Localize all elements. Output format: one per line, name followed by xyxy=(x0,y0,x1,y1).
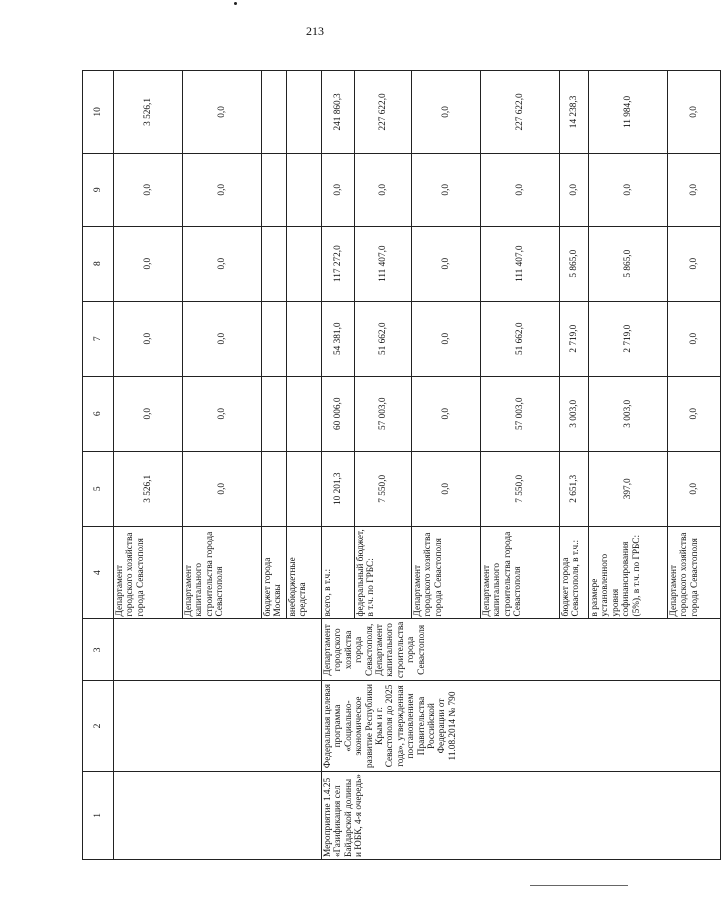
rotated-table-container xyxy=(82,70,700,860)
col-header: 7 xyxy=(83,301,114,376)
funding-source: всего, в т.ч.: xyxy=(322,526,355,619)
value-cell: 0,0 xyxy=(114,153,183,226)
funding-source: Департамент капитального строительства города Севастополя xyxy=(183,526,262,619)
value-cell: 3 003,0 xyxy=(560,376,589,451)
measure-title: Мероприятие 1.4.25 «Газификация сел Байдарской долины и ЮБК, 4-я очередь» xyxy=(322,771,721,859)
value-cell: 3 003,0 xyxy=(589,376,668,451)
value-cell: 111 407,0 xyxy=(355,226,412,301)
responsible-executors: Департамент городского хозяйства города Севастополя, Департамент капитального строительства города Севастополя xyxy=(322,619,721,681)
value-cell: 5 865,0 xyxy=(589,226,668,301)
value-cell: 0,0 xyxy=(668,71,721,154)
empty-cell xyxy=(114,681,322,771)
value-cell xyxy=(287,226,322,301)
value-cell: 14 238,3 xyxy=(560,71,589,154)
value-cell: 0,0 xyxy=(183,71,262,154)
value-cell: 0,0 xyxy=(183,153,262,226)
value-cell: 0,0 xyxy=(668,451,721,526)
value-cell: 0,0 xyxy=(114,226,183,301)
value-cell: 0,0 xyxy=(412,226,481,301)
funding-source: бюджет города Москвы xyxy=(262,526,287,619)
value-cell: 2 719,0 xyxy=(589,301,668,376)
value-cell: 0,0 xyxy=(589,153,668,226)
scan-speck xyxy=(234,2,237,5)
value-cell: 3 526,1 xyxy=(114,451,183,526)
value-cell: 54 381,0 xyxy=(322,301,355,376)
value-cell xyxy=(262,301,287,376)
value-cell: 0,0 xyxy=(412,71,481,154)
empty-cell xyxy=(114,771,322,859)
value-cell: 11 984,0 xyxy=(589,71,668,154)
value-cell: 0,0 xyxy=(412,153,481,226)
financing-table xyxy=(82,70,721,860)
value-cell: 2 719,0 xyxy=(560,301,589,376)
value-cell: 7 550,0 xyxy=(355,451,412,526)
footer-rule xyxy=(530,885,628,886)
col-header: 2 xyxy=(83,681,114,771)
col-header: 3 xyxy=(83,619,114,681)
value-cell: 0,0 xyxy=(114,376,183,451)
value-cell: 0,0 xyxy=(183,451,262,526)
value-cell: 51 662,0 xyxy=(481,301,560,376)
col-header: 4 xyxy=(83,526,114,619)
funding-source: Департамент городского хозяйства города Севастополя xyxy=(668,526,721,619)
value-cell: 0,0 xyxy=(412,451,481,526)
value-cell xyxy=(262,153,287,226)
funding-source: в размере установленного уровня софинансирования (5%), в т.ч. по ГРБС: xyxy=(589,526,668,619)
value-cell: 0,0 xyxy=(412,376,481,451)
page-number: 213 xyxy=(306,24,324,38)
value-cell: 227 622,0 xyxy=(355,71,412,154)
value-cell: 0,0 xyxy=(183,376,262,451)
value-cell xyxy=(287,301,322,376)
table-row xyxy=(114,71,183,860)
value-cell: 0,0 xyxy=(668,226,721,301)
empty-cell xyxy=(114,619,322,681)
col-header: 8 xyxy=(83,226,114,301)
value-cell xyxy=(287,376,322,451)
value-cell: 0,0 xyxy=(668,153,721,226)
value-cell: 10 201,3 xyxy=(322,451,355,526)
funding-source: федеральный бюджет, в т.ч. по ГРБС: xyxy=(355,526,412,619)
value-cell: 241 860,3 xyxy=(322,71,355,154)
value-cell: 0,0 xyxy=(668,376,721,451)
value-cell: 5 865,0 xyxy=(560,226,589,301)
value-cell: 51 662,0 xyxy=(355,301,412,376)
col-header: 10 xyxy=(83,71,114,154)
funding-source: Департамент городского хозяйства города Севастополя xyxy=(114,526,183,619)
program-description: Федеральная целевая программа «Социально-экономическое развитие Республики Крым и г. Севастополя до 2025 года», утвержденная постановлением Правительства Российской Федерации от 11.08.2014 № 790 xyxy=(322,681,721,771)
value-cell: 0,0 xyxy=(481,153,560,226)
value-cell: 57 003,0 xyxy=(481,376,560,451)
value-cell: 117 272,0 xyxy=(322,226,355,301)
value-cell xyxy=(287,153,322,226)
table-row xyxy=(322,71,355,860)
value-cell: 227 622,0 xyxy=(481,71,560,154)
value-cell: 397,0 xyxy=(589,451,668,526)
value-cell: 2 651,3 xyxy=(560,451,589,526)
value-cell: 111 407,0 xyxy=(481,226,560,301)
funding-source: внебюджетные средства xyxy=(287,526,322,619)
funding-source: Департамент капитального строительства города Севастополя xyxy=(481,526,560,619)
value-cell xyxy=(262,226,287,301)
value-cell: 60 006,0 xyxy=(322,376,355,451)
col-header: 5 xyxy=(83,451,114,526)
value-cell: 57 003,0 xyxy=(355,376,412,451)
value-cell xyxy=(262,71,287,154)
funding-source: бюджет города Севастополя, в т.ч.: xyxy=(560,526,589,619)
funding-source: Департамент городского хозяйства города Севастополя xyxy=(412,526,481,619)
value-cell: 0,0 xyxy=(560,153,589,226)
value-cell xyxy=(287,71,322,154)
col-header: 1 xyxy=(83,771,114,859)
value-cell xyxy=(262,376,287,451)
value-cell: 0,0 xyxy=(412,301,481,376)
value-cell: 0,0 xyxy=(668,301,721,376)
column-number-row xyxy=(83,71,114,860)
value-cell: 7 550,0 xyxy=(481,451,560,526)
value-cell: 0,0 xyxy=(355,153,412,226)
value-cell: 0,0 xyxy=(114,301,183,376)
col-header: 6 xyxy=(83,376,114,451)
col-header: 9 xyxy=(83,153,114,226)
value-cell: 0,0 xyxy=(322,153,355,226)
value-cell: 0,0 xyxy=(183,301,262,376)
value-cell xyxy=(262,451,287,526)
value-cell: 3 526,1 xyxy=(114,71,183,154)
value-cell xyxy=(287,451,322,526)
value-cell: 0,0 xyxy=(183,226,262,301)
